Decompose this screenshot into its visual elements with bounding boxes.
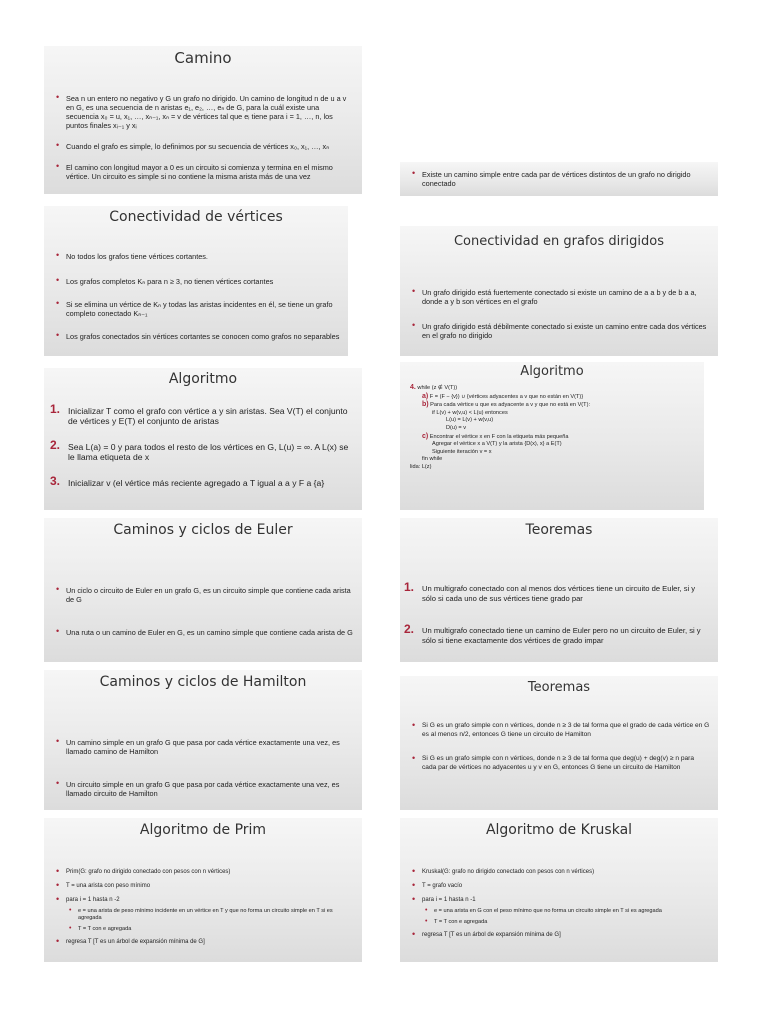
- list-item: • Un grafo dirigido está fuertemente conectado si existe un camino de a a b y de b a a, donde a y b son vértices en el grafo: [410, 288, 710, 306]
- item-number: 2.: [50, 438, 61, 452]
- slide-kruskal: [400, 818, 718, 962]
- slide-teoremas-2: [400, 676, 718, 810]
- list-item: • Si se elimina un vértice de Kₙ y todas las aristas incidentes en él, se tiene un grafo completo conectado Kₙ₋₁: [54, 300, 340, 318]
- item-text: Inicializar v (el vértice más reciente agregado a T igual a a y F a {a}: [68, 478, 325, 488]
- item-text: Sea L(a) = 0 y para todos el resto de los vértices en G, L(u) = ∞. A L(x) se le llama etiqueta de x: [68, 442, 349, 462]
- list-item: • para i = 1 hasta n -1: [410, 896, 710, 904]
- list-item: • Si G es un grafo simple con n vértices, donde n ≥ 3 de tal forma que deg(u) + deg(v) ≥ n para cada par de vértices no adyacentes u y v en G, entonces G tiene un circuito de Hamilton: [410, 755, 710, 772]
- list-item: • Prim(G: grafo no dirigido conectado con pesos con n vértices): [54, 868, 354, 876]
- step-text: Para cada vértice u que es adyacente a v y que no está en V(T):: [430, 402, 590, 409]
- slide-algoritmo-2: [400, 362, 704, 510]
- list-item: • Existe un camino simple entre cada par de vértices distintos de un grafo no dirigido conectado: [410, 170, 710, 188]
- salida: lida: L(z): [410, 463, 432, 470]
- step-text: Encontrar el vértice x en F con la etiqueta más pequeña: [429, 433, 569, 440]
- item-number: 1.: [404, 580, 415, 594]
- list-item: • Un circuito simple en un grafo G que pasa por cada vértice exactamente una vez, es llamado circuito de Hamilton: [54, 780, 354, 798]
- numbered-item: [404, 580, 710, 604]
- list-item: • Cuando el grafo es simple, lo definimos por su secuencia de vértices x₀, x₁, …, xₙ: [54, 142, 354, 151]
- numbered-item: [50, 474, 354, 488]
- step-c: [410, 433, 696, 442]
- numbered-item: [50, 402, 354, 426]
- slide-euler: [44, 518, 362, 662]
- sub-item: • T = T con e agregada: [54, 926, 354, 933]
- slide-prim: [44, 818, 362, 962]
- slide-title: Teoremas: [527, 680, 591, 695]
- numbered-item: [404, 622, 710, 646]
- step-label: a): [422, 392, 429, 400]
- step-b-if: if L(v) + w(v,u) < L(u) entonces: [432, 409, 508, 416]
- step-number: 4.: [410, 384, 416, 391]
- fin-while: fin while: [422, 456, 443, 463]
- slide-teoremas-1: [400, 518, 718, 662]
- step-a: [410, 393, 696, 402]
- list-item: • Un grafo dirigido está débilmente conectado si existe un camino entre cada dos vértices en el grafo no dirigido: [410, 322, 710, 340]
- slide-title: Conectividad de vértices: [109, 209, 283, 225]
- list-item: • El camino con longitud mayor a 0 es un circuito si comienza y termina en el mismo vértice. Un circuito es simple si no contiene la misma arista más de una vez: [54, 163, 354, 181]
- list-item: • T = una arista con peso mínimo: [54, 882, 354, 890]
- step-c-add: Agregar el vértice x a V(T) y la arista {D(x), x} a E(T): [432, 441, 562, 448]
- slide-title: Algoritmo de Kruskal: [485, 822, 633, 838]
- list-item: • Un camino simple en un grafo G que pasa por cada vértice exactamente una vez, es llamado camino de Hamilton: [54, 738, 354, 756]
- list-item: • Un ciclo o circuito de Euler en un grafo G, es un circuito simple que contiene cada arista de G: [54, 586, 354, 604]
- list-item: • Los grafos completos Kₙ para n ≥ 3, no tienen vértices cortantes: [54, 277, 340, 286]
- sub-item: • e = una arista en G con el peso mínimo que no forma un circuito simple en T si es agregada: [410, 908, 710, 915]
- list-item: • regresa T [T es un árbol de expansión mínima de G]: [54, 938, 354, 946]
- list-item: • T = grafo vacío: [410, 882, 710, 890]
- slide-title: Caminos y ciclos de Euler: [113, 522, 293, 538]
- list-item: • No todos los grafos tiene vértices cortantes.: [54, 252, 340, 261]
- slide-algoritmo-1: [44, 368, 362, 510]
- list-item: • para i = 1 hasta n -2: [54, 896, 354, 904]
- step-c-next: Siguiente iteración v = x: [432, 448, 492, 455]
- item-number: 3.: [50, 474, 61, 488]
- step-b-assign-l: L(u) = L(v) + w(v,u): [446, 417, 494, 424]
- slide-camino-continuacion: [400, 162, 718, 196]
- sub-item: • T = T con e agregada: [410, 919, 710, 926]
- item-number: 1.: [50, 402, 61, 416]
- step-label: c): [422, 432, 429, 440]
- item-text: Un multigrafo conectado con al menos dos vértices tiene un circuito de Euler, si y sólo si cada uno de sus vértices tiene grado par: [422, 584, 696, 603]
- slide-conectividad-vertices: [44, 206, 348, 356]
- slide-hamilton: [44, 670, 362, 810]
- step-b-assign-d: D(u) = v: [446, 424, 467, 431]
- list-item: • Una ruta o un camino de Euler en G, es un camino simple que contiene cada arista de G: [54, 628, 354, 637]
- while-condition: while (z ∉ V(T)): [417, 385, 458, 391]
- item-text: Inicializar T como el grafo con vértice a y sin aristas. Sea V(T) el conjunto de vértices y E(T) el conjunto de aristas: [68, 406, 348, 426]
- numbered-item: [50, 438, 354, 462]
- list-item: • Los grafos conectados sin vértices cortantes se conocen como grafos no separables: [54, 332, 340, 341]
- item-text: Un multigrafo conectado tiene un camino de Euler pero no un circuito de Euler, si y sólo si tiene exactamente dos vértices de grado impar: [422, 626, 701, 645]
- step-label: b): [422, 401, 429, 409]
- list-item: • Si G es un grafo simple con n vértices, donde n ≥ 3 de tal forma que el grado de cada vértice en G es al menos n/2, entonces G tiene un circuito de Hamilton: [410, 722, 710, 739]
- step-text: F = (F − {v}) ∪ {vértices adyacentes a v que no están en V(T)}: [429, 393, 584, 400]
- slide-title: Camino: [174, 49, 232, 67]
- list-item: • Kruskal(G: grafo no dirigido conectado con pesos con n vértices): [410, 868, 710, 876]
- slide-title: Caminos y ciclos de Hamilton: [99, 674, 307, 690]
- list-item: • Sea n un entero no negativo y G un grafo no dirigido. Un camino de longitud n de u a v en G, es una secuencia de n aristas e₁, e₂, …, eₙ de G, para la cuál existe una secuencia x₀ = u, x₁, …, xₙ₋₁, xₙ = v de vértices tal que eᵢ tiene para i = 1, …, n, los puntos finales xᵢ₋₁ y xᵢ: [54, 94, 354, 130]
- item-number: 2.: [404, 622, 415, 636]
- slide-title: Algoritmo: [168, 371, 238, 387]
- slide-title: Algoritmo de Prim: [139, 822, 267, 838]
- slide-title: Algoritmo: [520, 364, 584, 379]
- while-line: [410, 384, 696, 393]
- slide-title: Teoremas: [525, 522, 593, 538]
- list-item: • regresa T [T es un árbol de expansión mínima de G]: [410, 931, 710, 939]
- slide-title: Conectividad en grafos dirigidos: [453, 234, 665, 249]
- sub-item: • e = una arista de peso mínimo incidente en un vértice en T y que no forma un circuito simple en T si es agregada: [54, 908, 354, 922]
- slide-conectividad-dirigidos: [400, 226, 718, 356]
- step-b: [410, 401, 696, 410]
- slide-camino: [44, 46, 362, 194]
